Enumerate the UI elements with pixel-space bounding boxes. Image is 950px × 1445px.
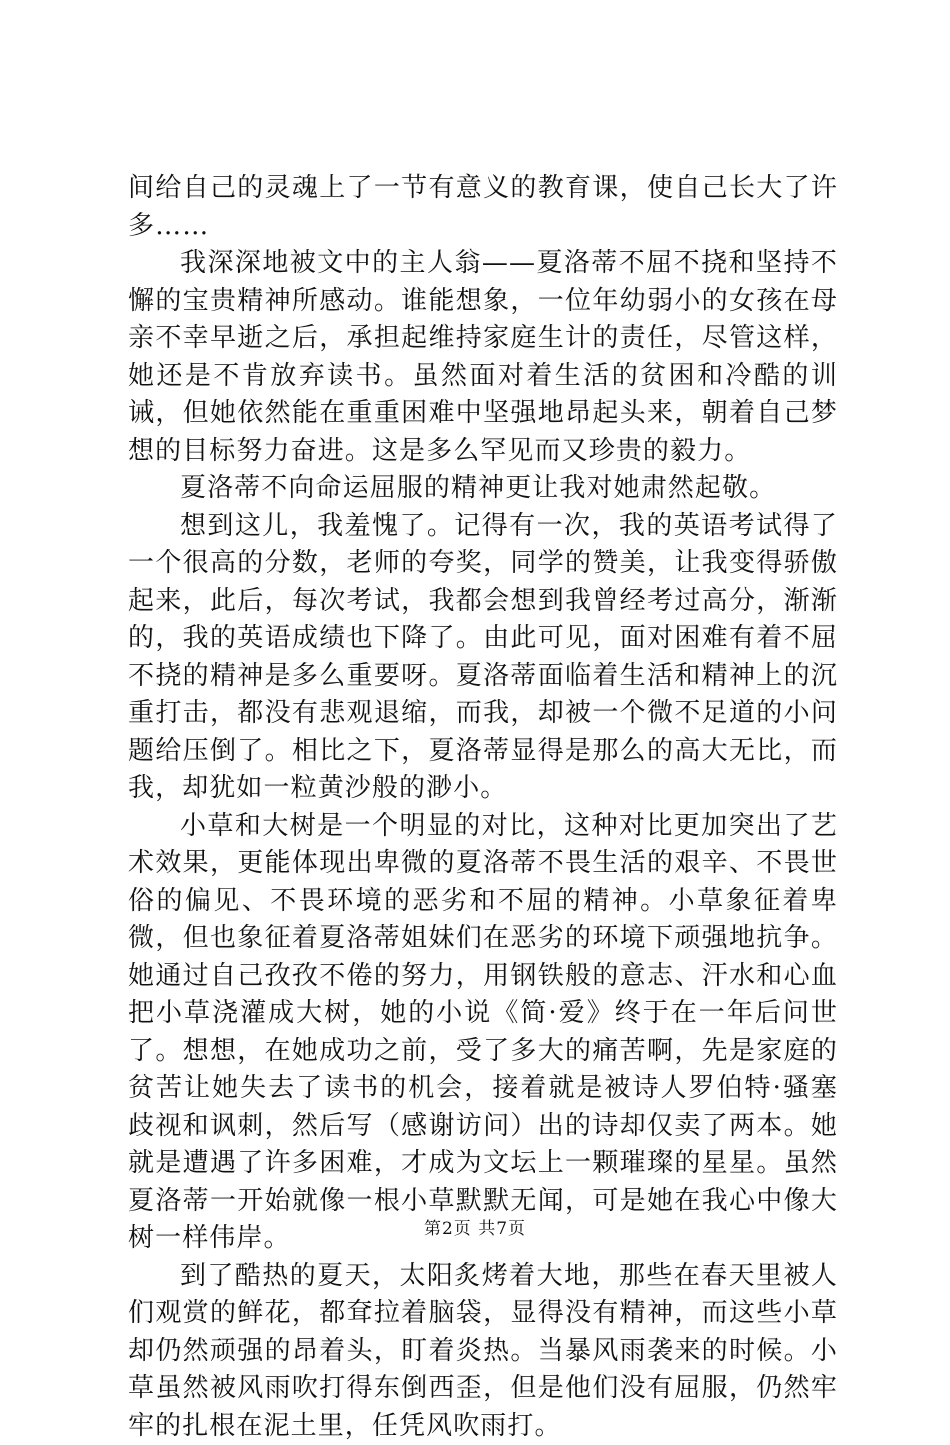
- paragraph-1: 间给自己的灵魂上了一节有意义的教育课，使自己长大了许多……: [128, 170, 838, 245]
- document-body: [128, 170, 838, 1445]
- paragraph-5: 小草和大树是一个明显的对比，这种对比更加突出了艺术效果，更能体现出卑微的夏洛蒂不畏生活的艰辛、不畏世俗的偏见、不畏环境的恶劣和不屈的精神。小草象征着卑微，但也象征着夏洛蒂姐妹们在恶劣的环境下顽强地抗争。她通过自己孜孜不倦的努力，用钢铁般的意志、汗水和心血把小草浇灌成大树，她的小说《简·爱》终于在一年后问世了。想想，在她成功之前，受了多大的痛苦啊，先是家庭的贫苦让她失去了读书的机会，接着就是被诗人罗伯特·骚塞歧视和讽刺，然后写（感谢访问）出的诗却仅卖了两本。她就是遭遇了许多困难，才成为文坛上一颗璀璨的星星。虽然夏洛蒂一开始就像一根小草默默无闻，可是她在我心中像大树一样伟岸。: [128, 808, 838, 1258]
- page-number-footer: 第2页 共7页: [0, 1214, 950, 1239]
- paragraph-2: 我深深地被文中的主人翁——夏洛蒂不屈不挠和坚持不懈的宝贵精神所感动。谁能想象，一位年幼弱小的女孩在母亲不幸早逝之后，承担起维持家庭生计的责任，尽管这样，她还是不肯放弃读书。虽然面对着生活的贫困和冷酷的训诫，但她依然能在重重困难中坚强地昂起头来，朝着自己梦想的目标努力奋进。这是多么罕见而又珍贵的毅力。: [128, 245, 838, 470]
- paragraph-6: 到了酷热的夏天，太阳炙烤着大地，那些在春天里被人们观赏的鲜花，都耷拉着脑袋，显得没有精神，而这些小草却仍然顽强的昂着头，盯着炎热。当暴风雨袭来的时候。小草虽然被风雨吹打得东倒西歪，但是他们没有屈服，仍然牢牢的扎根在泥土里，任凭风吹雨打。: [128, 1258, 838, 1445]
- paragraph-4: 想到这儿，我羞愧了。记得有一次，我的英语考试得了一个很高的分数，老师的夸奖，同学的赞美，让我变得骄傲起来，此后，每次考试，我都会想到我曾经考过高分，渐渐的，我的英语成绩也下降了。由此可见，面对困难有着不屈不挠的精神是多么重要呀。夏洛蒂面临着生活和精神上的沉重打击，都没有悲观退缩，而我，却被一个微不足道的小问题给压倒了。相比之下，夏洛蒂显得是那么的高大无比，而我，却犹如一粒黄沙般的渺小。: [128, 508, 838, 808]
- paragraph-3: 夏洛蒂不向命运屈服的精神更让我对她肃然起敬。: [128, 470, 838, 508]
